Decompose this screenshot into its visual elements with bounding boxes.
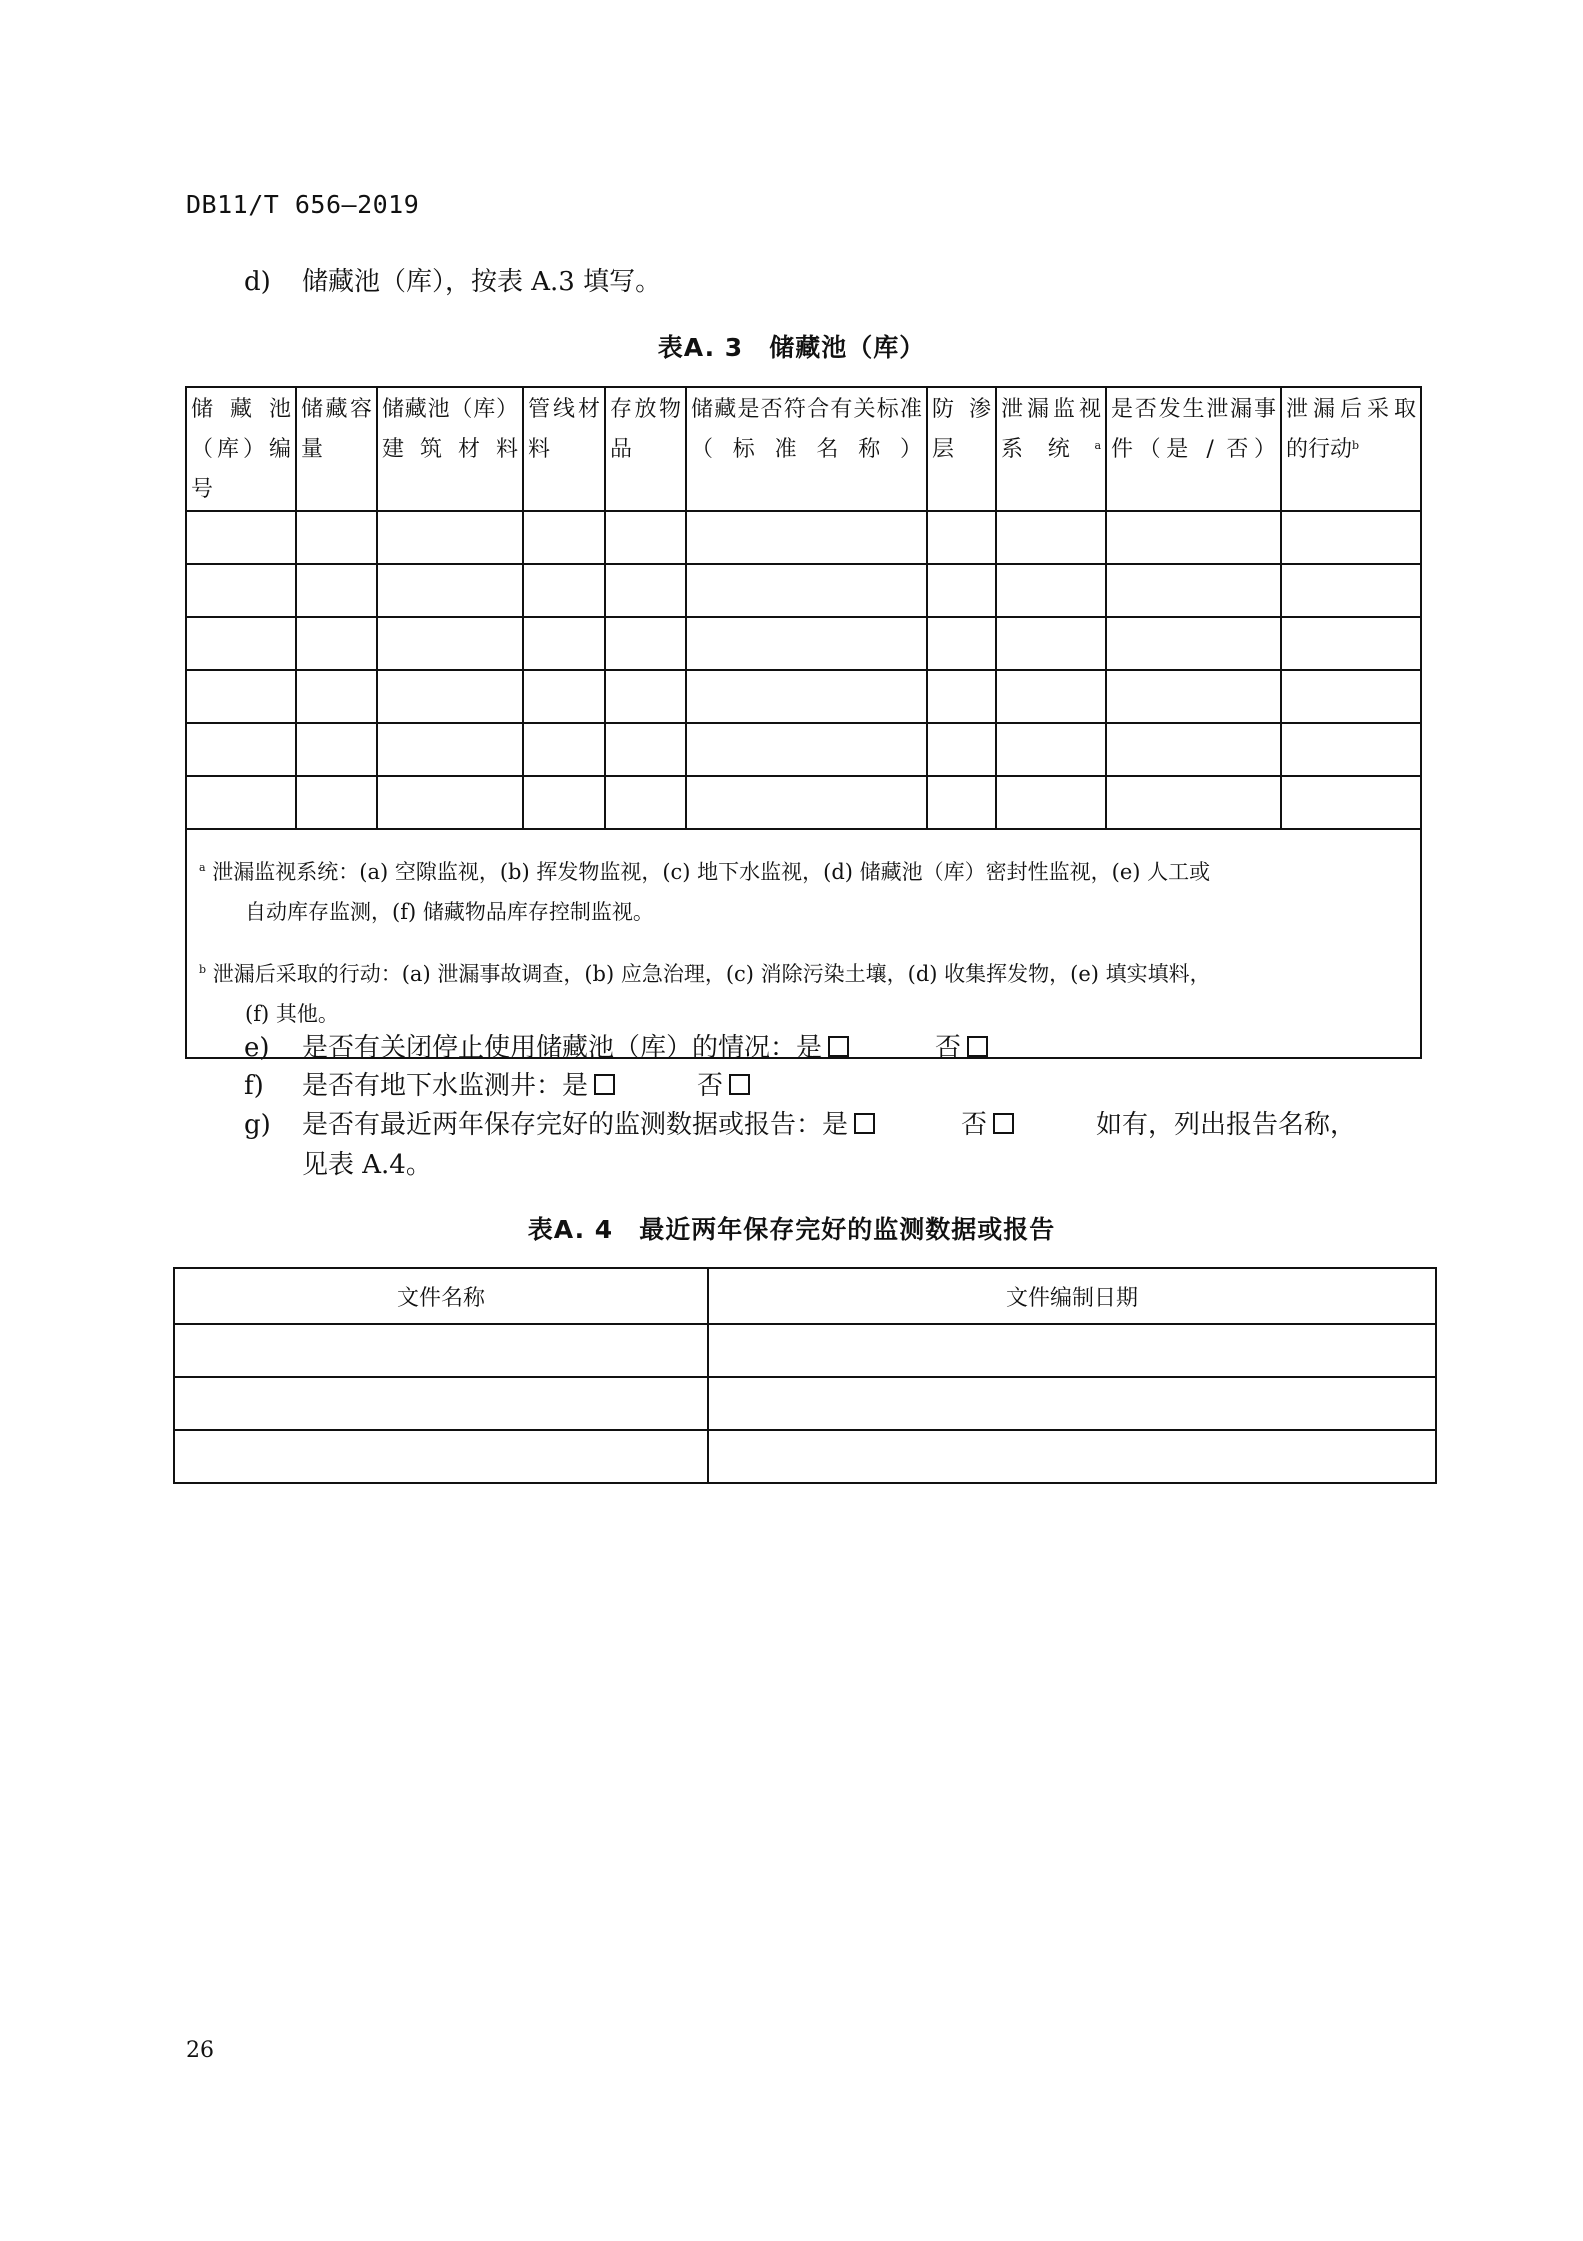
col-header-standard-compliance: 储藏是否符合有关标准（标准名称）: [686, 387, 927, 511]
no-checkbox-g[interactable]: [993, 1113, 1014, 1134]
table-a4: [173, 1267, 1437, 1484]
col-header-stored-items: 存放物品: [605, 387, 686, 511]
item-e-no: 否: [935, 1033, 962, 1063]
col-header-file-date: 文件编制日期: [708, 1268, 1436, 1324]
item-f-text: 是否有地下水监测井：是: [302, 1071, 589, 1101]
table-cell[interactable]: [686, 776, 927, 829]
table-cell[interactable]: [377, 617, 523, 670]
table-cell[interactable]: [1106, 670, 1281, 723]
table-cell[interactable]: [708, 1377, 1436, 1430]
table-cell[interactable]: [377, 670, 523, 723]
col-header-id: 储藏池（库）编号: [186, 387, 296, 511]
table-cell[interactable]: [1106, 511, 1281, 564]
no-checkbox-e[interactable]: [967, 1036, 988, 1057]
table-cell[interactable]: [523, 723, 605, 776]
table-cell[interactable]: [1281, 617, 1421, 670]
item-g-tail: 如有，列出报告名称，: [1096, 1110, 1357, 1140]
col-header-pipe-material: 管线材料: [523, 387, 605, 511]
table-cell[interactable]: [996, 511, 1106, 564]
item-g-no: 否: [961, 1110, 988, 1140]
table-cell[interactable]: [996, 723, 1106, 776]
table-cell[interactable]: [523, 776, 605, 829]
table-cell[interactable]: [605, 723, 686, 776]
item-d-label: d): [244, 267, 271, 297]
col-header-capacity: 储藏容量: [296, 387, 377, 511]
table-cell[interactable]: [927, 776, 996, 829]
table-row: [174, 1324, 1436, 1377]
table-cell[interactable]: [686, 564, 927, 617]
col-header-leak-action: 泄漏后采取的行动$^b$: [1281, 387, 1421, 511]
table-cell[interactable]: [296, 670, 377, 723]
table-cell[interactable]: [1281, 511, 1421, 564]
standard-code: DB11/T 656—2019: [186, 190, 420, 219]
table-a3: [185, 386, 1422, 1059]
table-cell[interactable]: [686, 617, 927, 670]
item-f-no: 否: [697, 1071, 724, 1101]
item-d: [244, 262, 661, 302]
table-row: [174, 1377, 1436, 1430]
table-row: [174, 1430, 1436, 1483]
note-b-cont: (f) 其他。: [245, 1002, 339, 1026]
table-row: [186, 670, 1421, 723]
item-g-line2: 见表 A.4。: [302, 1150, 432, 1180]
col-header-leak-event: 是否发生泄漏事件（是 / 否）: [1106, 387, 1281, 511]
item-g-text: 是否有最近两年保存完好的监测数据或报告：是: [302, 1110, 849, 1140]
table-cell[interactable]: [174, 1430, 708, 1483]
table-cell[interactable]: [377, 511, 523, 564]
table-cell[interactable]: [377, 776, 523, 829]
table-row: [186, 723, 1421, 776]
table-cell[interactable]: [708, 1324, 1436, 1377]
table-cell[interactable]: [1106, 776, 1281, 829]
table-cell[interactable]: [296, 617, 377, 670]
table-a3-header-row: [186, 387, 1421, 511]
col-header-seepage-layer: 防渗层: [927, 387, 996, 511]
table-cell[interactable]: [186, 564, 296, 617]
item-d-text: 储藏池（库），按表 A.3 填写。: [302, 267, 662, 297]
item-g-label: g): [244, 1110, 271, 1140]
table-cell[interactable]: [927, 511, 996, 564]
table-cell[interactable]: [927, 670, 996, 723]
table-cell[interactable]: [686, 723, 927, 776]
table-cell[interactable]: [1281, 723, 1421, 776]
table-cell[interactable]: [1281, 776, 1421, 829]
table-cell[interactable]: [174, 1377, 708, 1430]
table-cell[interactable]: [996, 670, 1106, 723]
table-cell[interactable]: [708, 1430, 1436, 1483]
table-cell[interactable]: [605, 564, 686, 617]
note-a: $^a$ 泄漏监视系统：(a) 空隙监视，(b) 挥发物监视，(c) 地下水监视，(d) 储藏池（库）密封性监视，(e) 人工或: [199, 860, 1211, 884]
table-cell[interactable]: [523, 511, 605, 564]
item-e-label: e): [244, 1033, 270, 1063]
table-cell[interactable]: [186, 511, 296, 564]
table-row: [186, 511, 1421, 564]
table-cell[interactable]: [927, 564, 996, 617]
table-cell[interactable]: [1281, 564, 1421, 617]
table-cell[interactable]: [1281, 670, 1421, 723]
table-cell[interactable]: [996, 776, 1106, 829]
table-a3-notes: [186, 829, 1421, 1058]
item-e: [244, 1028, 988, 1068]
table-cell[interactable]: [605, 617, 686, 670]
table-cell[interactable]: [296, 564, 377, 617]
table-cell[interactable]: [296, 776, 377, 829]
table-cell[interactable]: [296, 723, 377, 776]
table-cell[interactable]: [523, 617, 605, 670]
table-cell[interactable]: [1106, 564, 1281, 617]
col-header-file-name: 文件名称: [174, 1268, 708, 1324]
footnote-mark-a: a: [1094, 439, 1101, 452]
table-row: [186, 776, 1421, 829]
footnote-mark-b: b: [1352, 439, 1360, 452]
item-g: [244, 1105, 1356, 1145]
table-cell[interactable]: [605, 511, 686, 564]
note-b: $^b$ 泄漏后采取的行动：(a) 泄漏事故调查，(b) 应急治理，(c) 消除污染土壤，(d) 收集挥发物，(e) 填实填料，: [199, 962, 1211, 986]
table-a3-title: 表A. 3 储藏池（库）: [657, 333, 926, 362]
table-a4-title: 表A. 4 最近两年保存完好的监测数据或报告: [527, 1215, 1056, 1244]
table-cell[interactable]: [186, 670, 296, 723]
table-cell[interactable]: [996, 617, 1106, 670]
table-cell[interactable]: [523, 564, 605, 617]
table-row: [186, 617, 1421, 670]
table-cell[interactable]: [174, 1324, 708, 1377]
no-checkbox-f[interactable]: [729, 1074, 750, 1095]
table-cell[interactable]: [686, 670, 927, 723]
table-row: [186, 564, 1421, 617]
table-cell[interactable]: [686, 511, 927, 564]
table-cell[interactable]: [377, 564, 523, 617]
yes-checkbox-g[interactable]: [854, 1113, 875, 1134]
table-cell[interactable]: [1106, 617, 1281, 670]
yes-checkbox-e[interactable]: [828, 1036, 849, 1057]
table-cell[interactable]: [927, 723, 996, 776]
table-cell[interactable]: [523, 670, 605, 723]
page-number: 26: [186, 2038, 214, 2063]
col-header-building-material: 储藏池（库）建筑材料: [377, 387, 523, 511]
table-cell[interactable]: [186, 617, 296, 670]
item-f-label: f): [244, 1071, 264, 1101]
table-cell[interactable]: [186, 776, 296, 829]
table-cell[interactable]: [605, 776, 686, 829]
yes-checkbox-f[interactable]: [594, 1074, 615, 1095]
table-cell[interactable]: [927, 617, 996, 670]
col-header-leak-monitor: 泄漏监视系统$^a$: [996, 387, 1106, 511]
table-cell[interactable]: [1106, 723, 1281, 776]
table-a3-notes-row: [186, 829, 1421, 1058]
table-cell[interactable]: [605, 670, 686, 723]
item-e-text: 是否有关闭停止使用储藏池（库）的情况：是: [302, 1033, 823, 1063]
table-cell[interactable]: [377, 723, 523, 776]
table-a4-header-row: [174, 1268, 1436, 1324]
table-cell[interactable]: [296, 511, 377, 564]
item-f: [244, 1066, 750, 1106]
table-cell[interactable]: [996, 564, 1106, 617]
table-cell[interactable]: [186, 723, 296, 776]
note-a-cont: 自动库存监测，(f) 储藏物品库存控制监视。: [245, 900, 654, 924]
